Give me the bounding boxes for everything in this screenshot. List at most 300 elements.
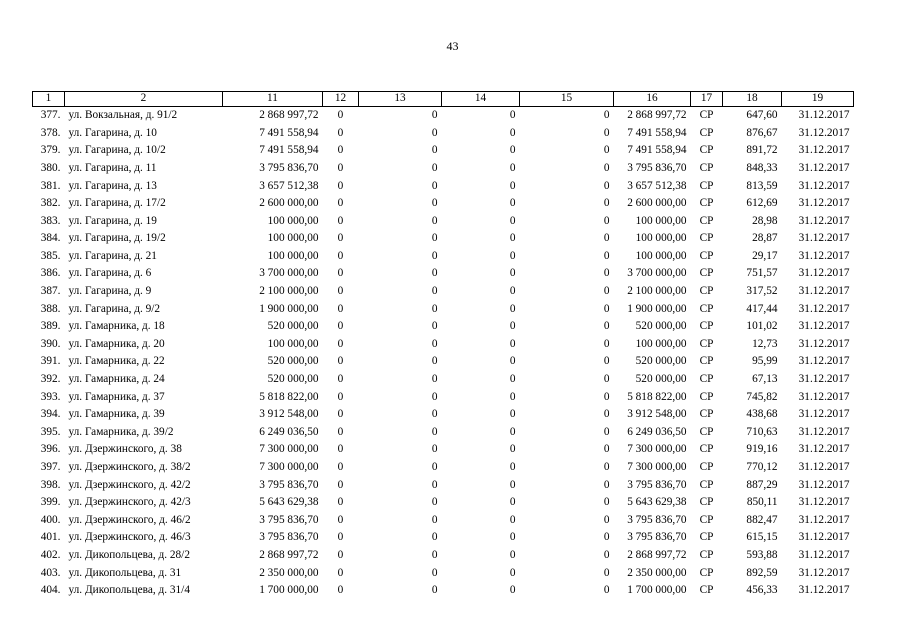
- col-12-cell: 0: [337, 408, 344, 421]
- col-13-cell: 0: [431, 390, 438, 403]
- col-13-cell: 0: [431, 109, 438, 122]
- col-16-cell: 2 600 000,00: [627, 197, 687, 210]
- address-cell: ул. Дикопольцева, д. 31/4: [68, 584, 190, 597]
- col-12-cell: 0: [337, 109, 344, 122]
- col-14-cell: 0: [509, 478, 516, 491]
- row-number-cell: 400.: [40, 513, 61, 526]
- col-15-cell: 0: [603, 197, 610, 210]
- col-13-cell: 0: [431, 249, 438, 262]
- col-13-cell: 0: [431, 443, 438, 456]
- col-14-cell: 0: [509, 531, 516, 544]
- table-row: [33, 406, 854, 424]
- col-14-cell: 0: [509, 461, 516, 474]
- col-19-cell: 31.12.2017: [798, 285, 850, 298]
- table-body: [33, 107, 854, 600]
- col-18-cell: 317,52: [746, 285, 778, 298]
- col-11-cell: 3 795 836,70: [259, 513, 319, 526]
- col-17-cell: СР: [699, 179, 714, 192]
- table-row: [33, 160, 854, 178]
- col-18-cell: 647,60: [746, 109, 778, 122]
- table-row: [33, 230, 854, 248]
- col-14-cell: 0: [509, 390, 516, 403]
- row-number-cell: 385.: [40, 249, 61, 262]
- col-17-cell: СР: [699, 232, 714, 245]
- col-17-cell: СР: [699, 408, 714, 421]
- col-13-cell: 0: [431, 179, 438, 192]
- col-18-cell: 29,17: [752, 249, 778, 262]
- col-19-cell: 31.12.2017: [798, 249, 850, 262]
- col-17-cell: СР: [699, 126, 714, 139]
- col-11-cell: 520 000,00: [267, 355, 319, 368]
- col-15-cell: 0: [603, 373, 610, 386]
- col-15-cell: 0: [603, 566, 610, 579]
- col-15-cell: 0: [603, 285, 610, 298]
- col-15-cell: 0: [603, 548, 610, 561]
- table-row: [33, 529, 854, 547]
- col-18-cell: 876,67: [746, 126, 778, 139]
- col-17-cell: СР: [699, 531, 714, 544]
- col-11-cell: 3 795 836,70: [259, 531, 319, 544]
- table-row: [33, 564, 854, 582]
- address-cell: ул. Гагарина, д. 9: [68, 285, 152, 298]
- col-11-cell: 520 000,00: [267, 373, 319, 386]
- col-12-cell: 0: [337, 126, 344, 139]
- row-number-cell: 398.: [40, 478, 61, 491]
- table-row: [33, 248, 854, 266]
- col-12-cell: 0: [337, 179, 344, 192]
- row-number-cell: 402.: [40, 548, 61, 561]
- row-number-cell: 387.: [40, 285, 61, 298]
- col-13-cell: 0: [431, 302, 438, 315]
- col-18-cell: 813,59: [746, 179, 778, 192]
- col-14-cell: 0: [509, 109, 516, 122]
- row-number-cell: 391.: [40, 355, 61, 368]
- table-row: [33, 476, 854, 494]
- col-18-cell: 612,69: [746, 197, 778, 210]
- row-number-cell: 388.: [40, 302, 61, 315]
- col-12-cell: 0: [337, 496, 344, 509]
- col-18-cell: 417,44: [746, 302, 778, 315]
- row-number-cell: 378.: [40, 126, 61, 139]
- col-14-cell: 0: [509, 197, 516, 210]
- col-13-cell: 0: [431, 584, 438, 597]
- table-row: [33, 547, 854, 565]
- col-17-cell: СР: [699, 443, 714, 456]
- row-number-cell: 397.: [40, 461, 61, 474]
- row-number-cell: 377.: [40, 109, 61, 122]
- col-15-cell: 0: [603, 390, 610, 403]
- table-row: [33, 107, 854, 125]
- column-header-17: 17: [691, 92, 723, 107]
- address-cell: ул. Гагарина, д. 17/2: [68, 197, 166, 210]
- col-12-cell: 0: [337, 584, 344, 597]
- row-number-cell: 399.: [40, 496, 61, 509]
- table-row: [33, 424, 854, 442]
- col-16-cell: 5 818 822,00: [627, 390, 687, 403]
- address-cell: ул. Гагарина, д. 6: [68, 267, 152, 280]
- column-header-11: 11: [223, 92, 323, 107]
- col-12-cell: 0: [337, 548, 344, 561]
- col-15-cell: 0: [603, 249, 610, 262]
- col-12-cell: 0: [337, 478, 344, 491]
- col-12-cell: 0: [337, 373, 344, 386]
- col-15-cell: 0: [603, 337, 610, 350]
- col-17-cell: СР: [699, 355, 714, 368]
- table-row: [33, 494, 854, 512]
- col-18-cell: 882,47: [746, 513, 778, 526]
- col-12-cell: 0: [337, 461, 344, 474]
- col-12-cell: 0: [337, 390, 344, 403]
- col-12-cell: 0: [337, 214, 344, 227]
- col-12-cell: 0: [337, 267, 344, 280]
- col-19-cell: 31.12.2017: [798, 566, 850, 579]
- col-15-cell: 0: [603, 109, 610, 122]
- col-12-cell: 0: [337, 320, 344, 333]
- col-13-cell: 0: [431, 320, 438, 333]
- col-19-cell: 31.12.2017: [798, 478, 850, 491]
- col-17-cell: СР: [699, 197, 714, 210]
- row-number-cell: 380.: [40, 161, 61, 174]
- col-13-cell: 0: [431, 478, 438, 491]
- column-header-13: 13: [359, 92, 442, 107]
- column-header-18: 18: [723, 92, 782, 107]
- col-19-cell: 31.12.2017: [798, 584, 850, 597]
- col-19-cell: 31.12.2017: [798, 109, 850, 122]
- col-17-cell: СР: [699, 109, 714, 122]
- column-header-12: 12: [323, 92, 359, 107]
- col-13-cell: 0: [431, 267, 438, 280]
- col-16-cell: 6 249 036,50: [627, 425, 687, 438]
- table-row: [33, 459, 854, 477]
- col-16-cell: 100 000,00: [635, 249, 687, 262]
- col-13-cell: 0: [431, 144, 438, 157]
- col-19-cell: 31.12.2017: [798, 408, 850, 421]
- address-cell: ул. Гамарника, д. 22: [68, 355, 165, 368]
- table-row: [33, 512, 854, 530]
- col-18-cell: 850,11: [746, 496, 778, 509]
- col-14-cell: 0: [509, 179, 516, 192]
- address-cell: ул. Дзержинского, д. 42/2: [68, 478, 191, 491]
- col-14-cell: 0: [509, 513, 516, 526]
- col-13-cell: 0: [431, 355, 438, 368]
- col-16-cell: 3 795 836,70: [627, 161, 687, 174]
- page-number: 43: [446, 39, 459, 53]
- col-17-cell: СР: [699, 302, 714, 315]
- col-18-cell: 887,29: [746, 478, 778, 491]
- col-19-cell: 31.12.2017: [798, 496, 850, 509]
- col-12-cell: 0: [337, 566, 344, 579]
- table-row: [33, 177, 854, 195]
- col-19-cell: 31.12.2017: [798, 320, 850, 333]
- col-17-cell: СР: [699, 390, 714, 403]
- col-16-cell: 3 700 000,00: [627, 267, 687, 280]
- col-14-cell: 0: [509, 408, 516, 421]
- col-11-cell: 520 000,00: [267, 320, 319, 333]
- column-header-1: 1: [33, 92, 65, 107]
- col-13-cell: 0: [431, 161, 438, 174]
- col-14-cell: 0: [509, 425, 516, 438]
- address-cell: ул. Гагарина, д. 19/2: [68, 232, 166, 245]
- col-13-cell: 0: [431, 425, 438, 438]
- col-11-cell: 3 700 000,00: [259, 267, 319, 280]
- col-14-cell: 0: [509, 337, 516, 350]
- row-number-cell: 396.: [40, 443, 61, 456]
- col-15-cell: 0: [603, 161, 610, 174]
- col-17-cell: СР: [699, 373, 714, 386]
- col-17-cell: СР: [699, 496, 714, 509]
- col-13-cell: 0: [431, 126, 438, 139]
- col-11-cell: 5 818 822,00: [259, 390, 319, 403]
- col-16-cell: 100 000,00: [635, 337, 687, 350]
- col-11-cell: 100 000,00: [267, 337, 319, 350]
- row-number-cell: 384.: [40, 232, 61, 245]
- row-number-cell: 386.: [40, 267, 61, 280]
- col-18-cell: 892,59: [746, 566, 778, 579]
- address-cell: ул. Гагарина, д. 10: [68, 126, 157, 139]
- col-19-cell: 31.12.2017: [798, 232, 850, 245]
- col-12-cell: 0: [337, 531, 344, 544]
- col-16-cell: 1 900 000,00: [627, 302, 687, 315]
- col-16-cell: 3 795 836,70: [627, 478, 687, 491]
- col-16-cell: 520 000,00: [635, 320, 687, 333]
- col-15-cell: 0: [603, 461, 610, 474]
- row-number-cell: 381.: [40, 179, 61, 192]
- col-12-cell: 0: [337, 144, 344, 157]
- col-12-cell: 0: [337, 513, 344, 526]
- col-16-cell: 7 300 000,00: [627, 443, 687, 456]
- col-13-cell: 0: [431, 285, 438, 298]
- col-16-cell: 3 657 512,38: [627, 179, 687, 192]
- col-13-cell: 0: [431, 496, 438, 509]
- col-18-cell: 12,73: [752, 337, 778, 350]
- col-13-cell: 0: [431, 408, 438, 421]
- col-19-cell: 31.12.2017: [798, 425, 850, 438]
- col-13-cell: 0: [431, 373, 438, 386]
- col-19-cell: 31.12.2017: [798, 548, 850, 561]
- col-15-cell: 0: [603, 267, 610, 280]
- address-cell: ул. Гамарника, д. 39/2: [68, 425, 174, 438]
- col-12-cell: 0: [337, 285, 344, 298]
- table-row: [33, 213, 854, 231]
- col-17-cell: СР: [699, 161, 714, 174]
- col-16-cell: 100 000,00: [635, 232, 687, 245]
- col-15-cell: 0: [603, 408, 610, 421]
- col-18-cell: 919,16: [746, 443, 778, 456]
- address-cell: ул. Гагарина, д. 10/2: [68, 144, 166, 157]
- row-number-cell: 394.: [40, 408, 61, 421]
- column-header-15: 15: [520, 92, 614, 107]
- col-19-cell: 31.12.2017: [798, 302, 850, 315]
- col-15-cell: 0: [603, 478, 610, 491]
- row-number-cell: 403.: [40, 566, 61, 579]
- table-row: [33, 582, 854, 600]
- col-13-cell: 0: [431, 337, 438, 350]
- col-19-cell: 31.12.2017: [798, 531, 850, 544]
- address-cell: ул. Гагарина, д. 11: [68, 161, 157, 174]
- table-row: [33, 389, 854, 407]
- col-15-cell: 0: [603, 214, 610, 227]
- col-13-cell: 0: [431, 461, 438, 474]
- col-12-cell: 0: [337, 161, 344, 174]
- col-18-cell: 593,88: [746, 548, 778, 561]
- col-14-cell: 0: [509, 214, 516, 227]
- col-19-cell: 31.12.2017: [798, 390, 850, 403]
- col-15-cell: 0: [603, 302, 610, 315]
- col-17-cell: СР: [699, 548, 714, 561]
- col-12-cell: 0: [337, 355, 344, 368]
- col-17-cell: СР: [699, 285, 714, 298]
- col-18-cell: 751,57: [746, 267, 778, 280]
- col-14-cell: 0: [509, 232, 516, 245]
- col-16-cell: 2 868 997,72: [627, 548, 687, 561]
- address-cell: ул. Дзержинского, д. 38: [68, 443, 182, 456]
- col-14-cell: 0: [509, 302, 516, 315]
- col-13-cell: 0: [431, 531, 438, 544]
- col-13-cell: 0: [431, 548, 438, 561]
- col-14-cell: 0: [509, 285, 516, 298]
- col-16-cell: 2 100 000,00: [627, 285, 687, 298]
- col-19-cell: 31.12.2017: [798, 144, 850, 157]
- col-11-cell: 100 000,00: [267, 249, 319, 262]
- col-11-cell: 2 100 000,00: [259, 285, 319, 298]
- col-16-cell: 100 000,00: [635, 214, 687, 227]
- table-row: [33, 142, 854, 160]
- col-19-cell: 31.12.2017: [798, 337, 850, 350]
- col-14-cell: 0: [509, 355, 516, 368]
- col-14-cell: 0: [509, 126, 516, 139]
- address-cell: ул. Дзержинского, д. 46/3: [68, 531, 191, 544]
- col-17-cell: СР: [699, 214, 714, 227]
- col-19-cell: 31.12.2017: [798, 373, 850, 386]
- col-15-cell: 0: [603, 179, 610, 192]
- col-16-cell: 7 491 558,94: [627, 144, 687, 157]
- address-cell: ул. Гагарина, д. 19: [68, 214, 157, 227]
- col-19-cell: 31.12.2017: [798, 161, 850, 174]
- col-11-cell: 2 350 000,00: [259, 566, 319, 579]
- col-17-cell: СР: [699, 267, 714, 280]
- col-14-cell: 0: [509, 267, 516, 280]
- col-13-cell: 0: [431, 566, 438, 579]
- address-cell: ул. Вокзальная, д. 91/2: [68, 109, 178, 122]
- col-16-cell: 2 868 997,72: [627, 109, 687, 122]
- row-number-cell: 404.: [40, 584, 61, 597]
- address-cell: ул. Гамарника, д. 18: [68, 320, 165, 333]
- address-cell: ул. Дзержинского, д. 46/2: [68, 513, 191, 526]
- col-16-cell: 1 700 000,00: [627, 584, 687, 597]
- col-11-cell: 3 912 548,00: [259, 408, 319, 421]
- table-row: [33, 283, 854, 301]
- col-11-cell: 3 657 512,38: [259, 179, 319, 192]
- col-12-cell: 0: [337, 425, 344, 438]
- col-11-cell: 2 868 997,72: [259, 109, 319, 122]
- col-17-cell: СР: [699, 320, 714, 333]
- col-13-cell: 0: [431, 513, 438, 526]
- col-19-cell: 31.12.2017: [798, 197, 850, 210]
- col-17-cell: СР: [699, 584, 714, 597]
- col-16-cell: 5 643 629,38: [627, 496, 687, 509]
- address-cell: ул. Дзержинского, д. 42/3: [68, 496, 191, 509]
- col-15-cell: 0: [603, 144, 610, 157]
- table-row: [33, 353, 854, 371]
- table-row: [33, 265, 854, 283]
- col-15-cell: 0: [603, 425, 610, 438]
- col-14-cell: 0: [509, 566, 516, 579]
- row-number-cell: 401.: [40, 531, 61, 544]
- col-19-cell: 31.12.2017: [798, 513, 850, 526]
- row-number-cell: 389.: [40, 320, 61, 333]
- col-15-cell: 0: [603, 496, 610, 509]
- col-11-cell: 1 900 000,00: [259, 302, 319, 315]
- col-11-cell: 5 643 629,38: [259, 496, 319, 509]
- col-12-cell: 0: [337, 302, 344, 315]
- col-19-cell: 31.12.2017: [798, 267, 850, 280]
- col-17-cell: СР: [699, 144, 714, 157]
- row-number-cell: 395.: [40, 425, 61, 438]
- column-header-19: 19: [782, 92, 854, 107]
- col-18-cell: 95,99: [752, 355, 778, 368]
- col-14-cell: 0: [509, 249, 516, 262]
- data-table: [32, 91, 854, 600]
- col-18-cell: 770,12: [746, 461, 778, 474]
- col-15-cell: 0: [603, 584, 610, 597]
- col-15-cell: 0: [603, 531, 610, 544]
- row-number-cell: 383.: [40, 214, 61, 227]
- col-11-cell: 7 491 558,94: [259, 144, 319, 157]
- col-14-cell: 0: [509, 161, 516, 174]
- address-cell: ул. Гамарника, д. 37: [68, 390, 165, 403]
- row-number-cell: 382.: [40, 197, 61, 210]
- address-cell: ул. Дзержинского, д. 38/2: [68, 461, 191, 474]
- col-14-cell: 0: [509, 320, 516, 333]
- col-11-cell: 6 249 036,50: [259, 425, 319, 438]
- col-11-cell: 3 795 836,70: [259, 478, 319, 491]
- col-18-cell: 710,63: [746, 425, 778, 438]
- col-15-cell: 0: [603, 513, 610, 526]
- col-15-cell: 0: [603, 355, 610, 368]
- column-header-14: 14: [442, 92, 520, 107]
- col-15-cell: 0: [603, 443, 610, 456]
- col-16-cell: 520 000,00: [635, 373, 687, 386]
- col-15-cell: 0: [603, 232, 610, 245]
- col-12-cell: 0: [337, 337, 344, 350]
- col-16-cell: 3 795 836,70: [627, 531, 687, 544]
- col-14-cell: 0: [509, 496, 516, 509]
- col-18-cell: 438,68: [746, 408, 778, 421]
- col-16-cell: 3 795 836,70: [627, 513, 687, 526]
- col-19-cell: 31.12.2017: [798, 214, 850, 227]
- col-19-cell: 31.12.2017: [798, 179, 850, 192]
- col-14-cell: 0: [509, 373, 516, 386]
- row-number-cell: 393.: [40, 390, 61, 403]
- table-row: [33, 441, 854, 459]
- header-row: [33, 92, 854, 107]
- col-18-cell: 456,33: [746, 584, 778, 597]
- col-17-cell: СР: [699, 425, 714, 438]
- col-17-cell: СР: [699, 513, 714, 526]
- col-11-cell: 7 300 000,00: [259, 443, 319, 456]
- col-19-cell: 31.12.2017: [798, 355, 850, 368]
- col-11-cell: 100 000,00: [267, 232, 319, 245]
- col-14-cell: 0: [509, 584, 516, 597]
- col-12-cell: 0: [337, 249, 344, 262]
- col-13-cell: 0: [431, 232, 438, 245]
- col-19-cell: 31.12.2017: [798, 443, 850, 456]
- column-header-16: 16: [614, 92, 691, 107]
- table-row: [33, 371, 854, 389]
- col-18-cell: 67,13: [752, 373, 778, 386]
- col-12-cell: 0: [337, 232, 344, 245]
- column-header-2: 2: [65, 92, 223, 107]
